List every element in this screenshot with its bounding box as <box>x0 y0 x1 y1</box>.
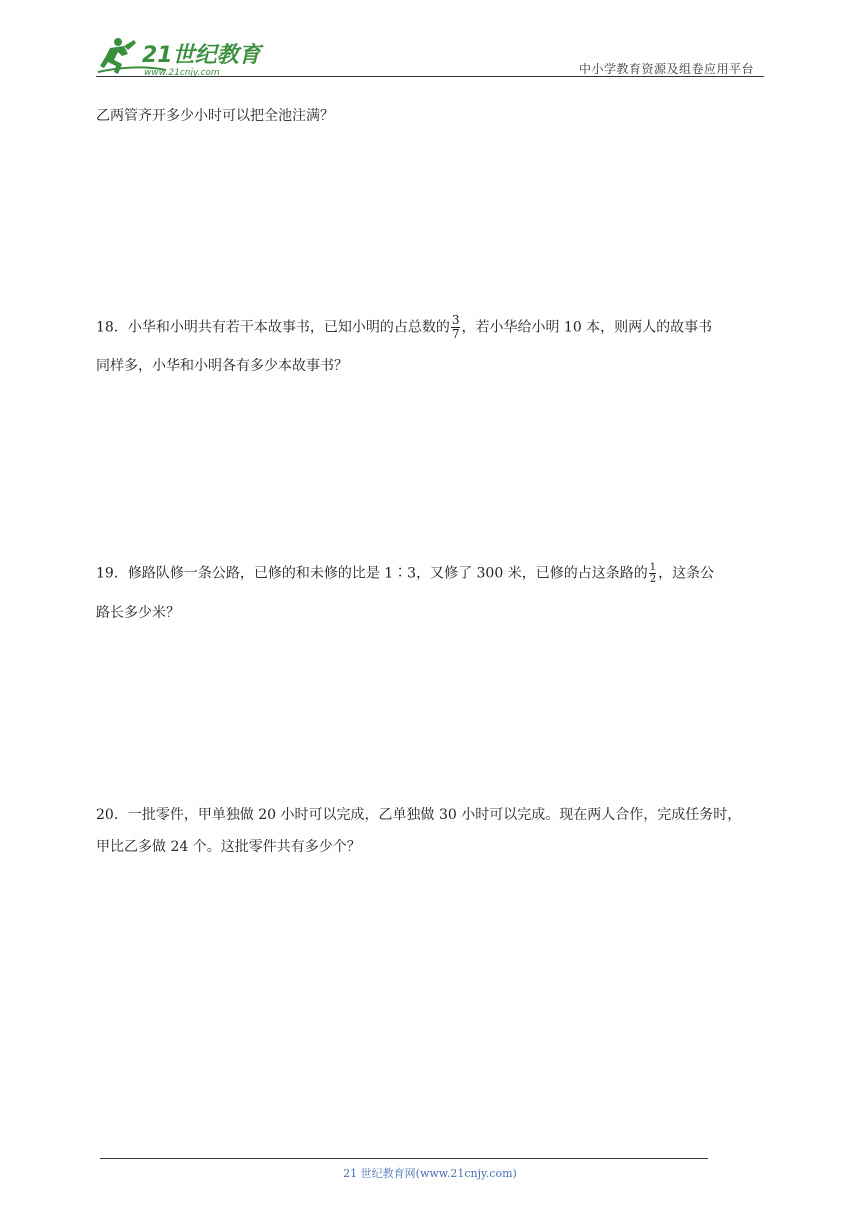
footer-divider <box>100 1158 708 1159</box>
page-header <box>96 30 764 78</box>
question-20-line2: 甲比乙多做 24 个。这批零件共有多少个？ <box>96 839 361 855</box>
logo-21cnjy <box>96 34 266 78</box>
question-18-text-b: ，若小华给小明 10 本，则两人的故事书 <box>461 319 713 336</box>
question-18-line1 <box>96 314 712 341</box>
footer-text: 21 世纪教育网(www.21cnjy.com) <box>343 1167 517 1180</box>
fraction-1-2 <box>649 562 657 585</box>
header-platform-text: 中小学教育资源及组卷应用平台 <box>578 62 754 76</box>
question-20-line1: 20．一批零件，甲单独做 20 小时可以完成，乙单独做 30 小时可以完成。现在两人合作，完成任务时， <box>96 807 742 823</box>
logo-url: www.21cnjy.com <box>144 68 220 78</box>
question-19-line1 <box>96 562 714 585</box>
question-18-line2: 同样多，小华和小明各有多少本故事书？ <box>96 358 348 374</box>
fraction-numerator: 1 <box>649 562 657 573</box>
fraction-denominator: 2 <box>649 574 657 585</box>
fraction-3-7 <box>451 314 461 341</box>
logo-text: 21世纪教育 <box>142 43 261 68</box>
question-17-continuation: 乙两管齐开多少小时可以把全池注满？ <box>96 108 334 124</box>
question-19-text-b: ，这条公 <box>658 565 715 582</box>
fraction-numerator: 3 <box>451 313 460 327</box>
question-19-line2: 路长多少米？ <box>96 605 180 621</box>
fraction-denominator: 7 <box>451 327 460 341</box>
question-18-text-a: 18．小华和小明共有若干本故事书，已知小明的占总数的 <box>96 319 450 336</box>
question-19-text-a: 19．修路队修一条公路，已修的和未修的比是 1∶3，又修了 300 米，已修的占这条路的 <box>96 565 648 582</box>
header-divider <box>96 76 764 77</box>
